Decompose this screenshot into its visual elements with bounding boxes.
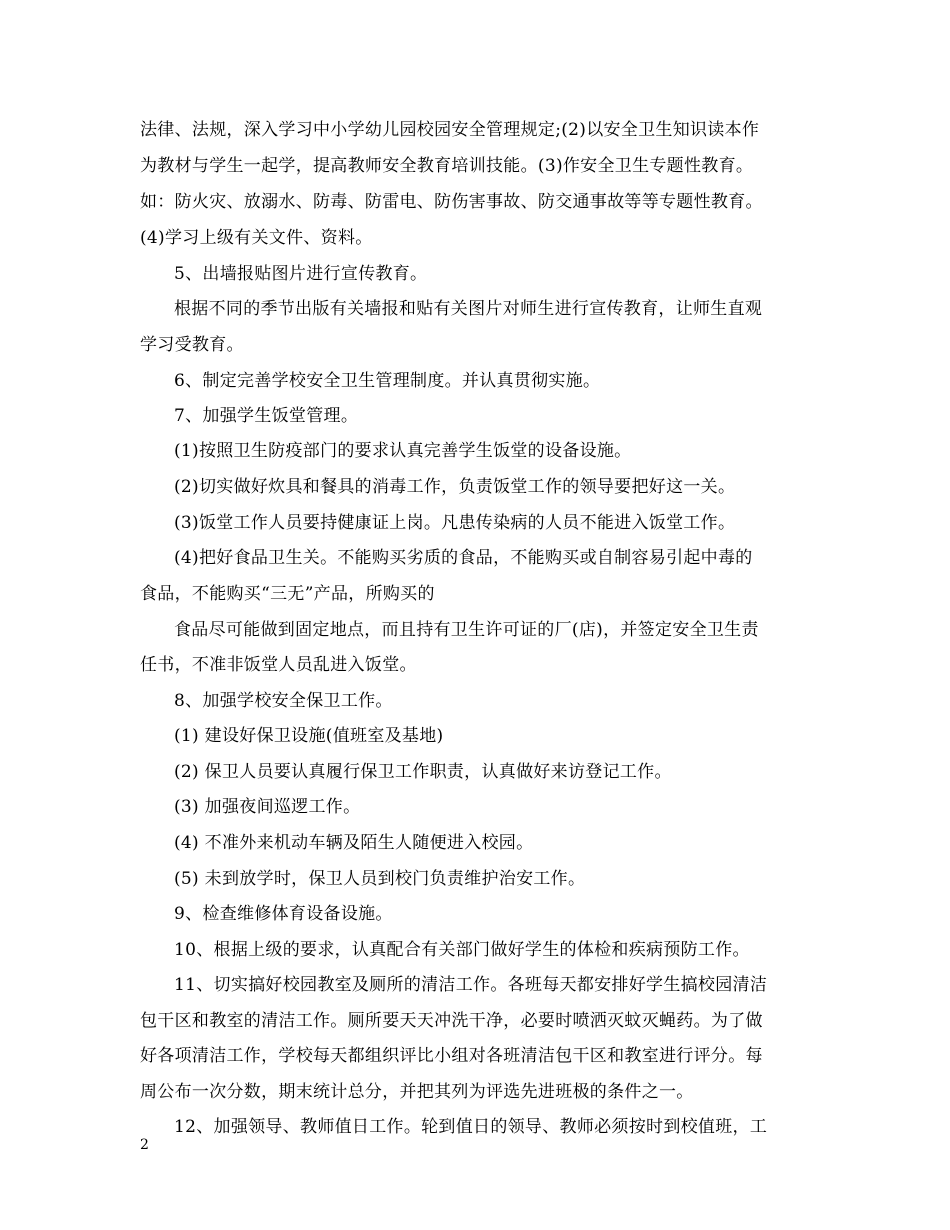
text-line: 法律、法规，深入学习中小学幼儿园校园安全管理规定;(2)以安全卫生知识读本作	[140, 120, 760, 140]
section-heading: 6、制定完善学校安全卫生管理制度。并认真贯彻实施。	[174, 371, 601, 391]
section-heading: 10、根据上级的要求，认真配合有关部门做好学生的体检和疾病预防工作。	[174, 940, 750, 960]
list-item: (4)把好食品卫生关。不能购买劣质的食品，不能购买或自制容易引起中毒的	[174, 548, 753, 568]
page-number: 2	[140, 1137, 149, 1153]
text-line: 为教材与学生一起学，提高教师安全教育培训技能。(3)作安全卫生专题性教育。	[140, 156, 754, 176]
text-line: 食品尽可能做到固定地点，而且持有卫生许可证的厂(店)，并签定安全卫生责	[174, 620, 759, 640]
section-heading: 12、加强领导、教师值日工作。轮到值日的领导、教师必须按时到校值班，工	[174, 1117, 768, 1137]
list-item: (1)按照卫生防疫部门的要求认真完善学生饭堂的设备设施。	[174, 441, 632, 461]
list-item: (2) 保卫人员要认真履行保卫工作职责，认真做好来访登记工作。	[174, 762, 672, 782]
text-line: 食品，不能购买“三无”产品，所购买的	[140, 584, 435, 604]
text-line: 好各项清洁工作，学校每天都组织评比小组对各班清洁包干区和教室进行评分。每	[140, 1046, 763, 1066]
text-line: 根据不同的季节出版有关墙报和贴有关图片对师生进行宣传教育，让师生直观	[174, 299, 763, 319]
list-item: (5) 未到放学时，保卫人员到校门负责维护治安工作。	[174, 869, 586, 889]
section-heading: 11、切实搞好校园教室及厕所的清洁工作。各班每天都安排好学生搞校园清洁	[174, 975, 768, 995]
list-item: (3) 加强夜间巡逻工作。	[174, 797, 361, 817]
section-heading: 5、出墙报贴图片进行宣传教育。	[174, 264, 428, 284]
text-line: 包干区和教室的清洁工作。厕所要天天冲洗干净，必要时喷洒灭蚊灭蝇药。为了做	[140, 1011, 763, 1031]
text-line: 如：防火灾、放溺水、防毒、防雷电、防伤害事故、防交通事故等等专题性教育。	[140, 192, 763, 212]
text-line: 任书，不准非饭堂人员乱进入饭堂。	[140, 655, 417, 675]
list-item: (1) 建设好保卫设施(值班室及基地)	[174, 726, 444, 746]
section-heading: 9、检查维修体育设备设施。	[174, 904, 393, 924]
list-item: (4) 不准外来机动车辆及陌生人随便进入校园。	[174, 833, 534, 853]
text-line: 周公布一次分数，期末统计总分，并把其列为评选先进班极的条件之一。	[140, 1082, 694, 1102]
text-line: (4)学习上级有关文件、资料。	[140, 228, 373, 248]
section-heading: 8、加强学校安全保卫工作。	[174, 691, 393, 711]
section-heading: 7、加强学生饭堂管理。	[174, 406, 359, 426]
text-line: 学习受教育。	[140, 335, 244, 355]
list-item: (2)切实做好炊具和餐具的消毒工作，负责饭堂工作的领导要把好这一关。	[174, 477, 736, 497]
list-item: (3)饭堂工作人员要持健康证上岗。凡患传染病的人员不能进入饭堂工作。	[174, 513, 736, 533]
